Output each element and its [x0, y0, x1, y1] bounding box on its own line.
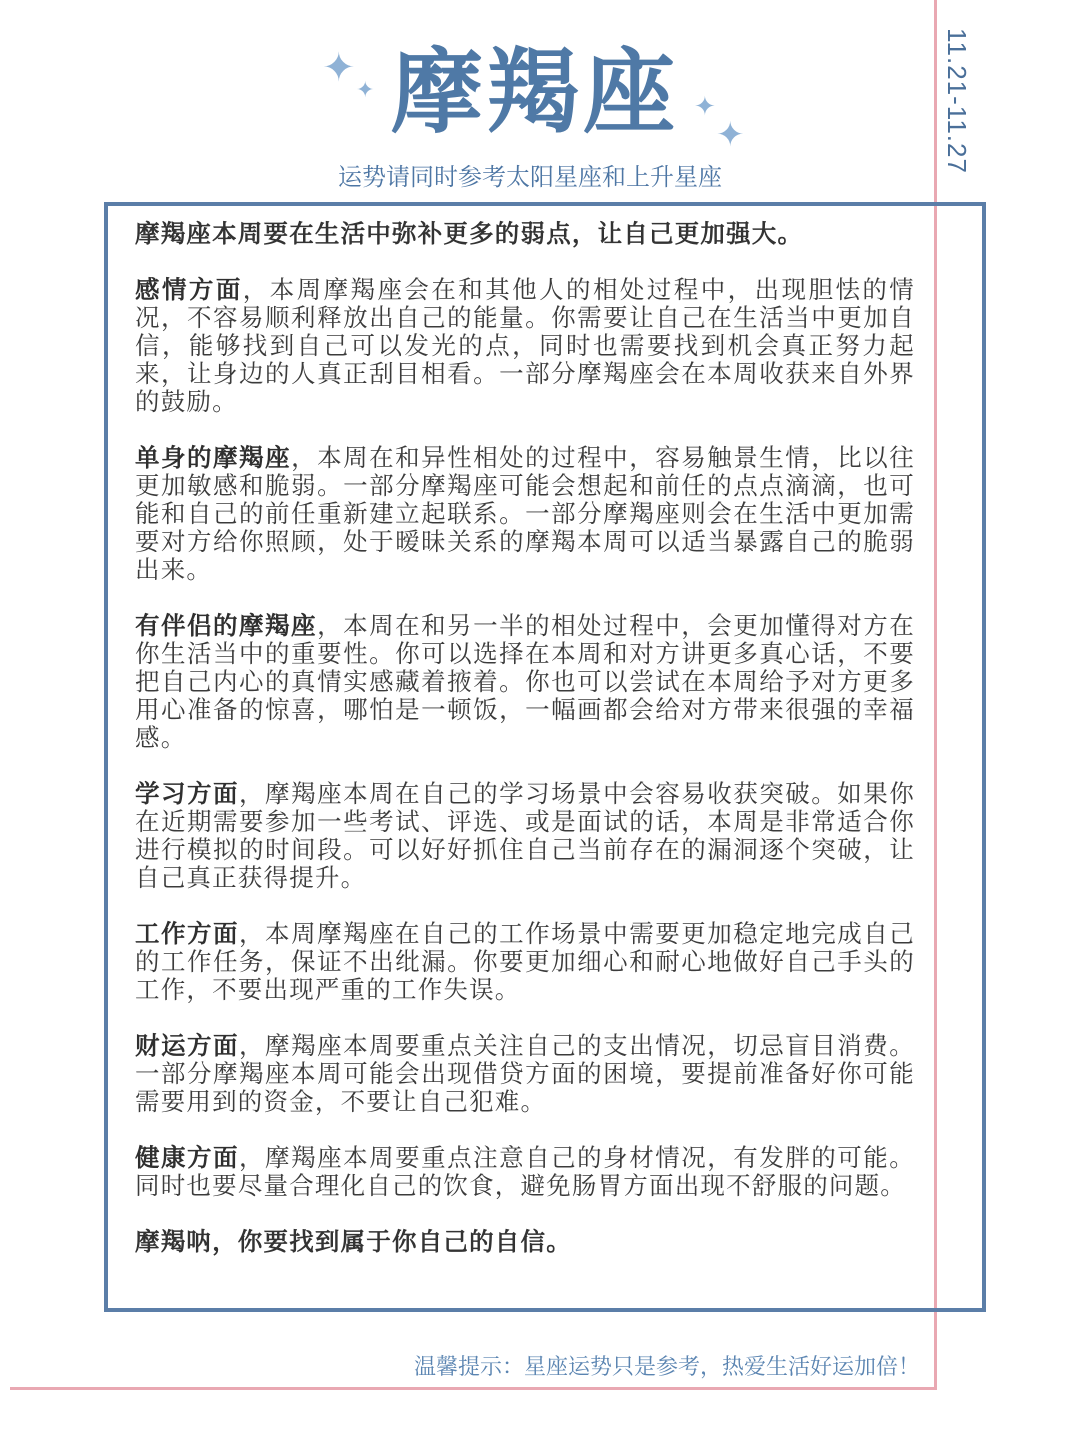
- section-body: ，摩羯座本周要重点注意自己的身材情况，有发胖的可能。同时也要尽量合理化自己的饮食，避免肠胃方面出现不舒服的问题。: [135, 1143, 915, 1200]
- sparkle-icon: ✦: [322, 45, 356, 91]
- section-wealth: [135, 1032, 915, 1116]
- section-heading: 健康方面: [135, 1143, 240, 1172]
- closing-line: 摩羯呐，你要找到属于你自己的自信。: [135, 1227, 572, 1256]
- section-heading: 有伴侣的摩羯座: [135, 611, 318, 640]
- section-heading: 感情方面: [135, 275, 243, 304]
- section-partnered: [135, 612, 915, 752]
- sparkle-icon: ✦: [716, 115, 745, 155]
- section-health: [135, 1144, 915, 1200]
- section-body: ，本周在和异性相处的过程中，容易触景生情，比以往更加敏感和脆弱。一部分摩羯座可能会想起和前任的点点滴滴，也可能和自己的前任重新建立起联系。一部分摩羯座则会在生活中更加需要对方给你照顾，处于暧昧关系的摩羯本周可以适当暴露自己的脆弱出来。: [135, 443, 915, 584]
- section-single: [135, 444, 915, 584]
- section-heading: 工作方面: [135, 919, 240, 948]
- sparkle-icon: ✦: [694, 92, 716, 122]
- section-heading: 财运方面: [135, 1031, 240, 1060]
- date-range: 11.21-11.27: [942, 28, 972, 174]
- section-heading: 单身的摩羯座: [135, 443, 292, 472]
- intro-paragraph: 摩羯座本周要在生活中弥补更多的弱点，让自己更加强大。: [135, 219, 804, 248]
- page-title: 摩羯座: [390, 39, 679, 146]
- horoscope-content: [135, 220, 915, 1284]
- section-love: [135, 276, 915, 416]
- section-work: [135, 920, 915, 1004]
- pink-horizontal-line: [10, 1387, 937, 1390]
- section-heading: 学习方面: [135, 779, 240, 808]
- section-body: ，本周摩羯座在自己的工作场景中需要更加稳定地完成自己的工作任务，保证不出纰漏。你要更加细心和耐心地做好自己手头的工作，不要出现严重的工作失误。: [135, 919, 915, 1004]
- sparkle-icon: ✦: [356, 78, 375, 103]
- section-body: ，摩羯座本周要重点关注自己的支出情况，切忌盲目消费。一部分摩羯座本周可能会出现借贷方面的困境，要提前准备好你可能需要用到的资金，不要让自己犯难。: [135, 1031, 915, 1116]
- section-body: ，摩羯座本周在自己的学习场景中会容易收获突破。如果你在近期需要参加一些考试、评选、或是面试的话，本周是非常适合你进行模拟的时间段。可以好好抓住自己当前存在的漏洞逐个突破，让自己真正获得提升。: [135, 779, 915, 892]
- page-subtitle: 运势请同时参考太阳星座和上升星座: [338, 163, 722, 191]
- section-study: [135, 780, 915, 892]
- section-body: ，本周在和另一半的相处过程中，会更加懂得对方在你生活当中的重要性。你可以选择在本周和对方讲更多真心话，不要把自己内心的真情实感藏着掖着。你也可以尝试在本周给予对方更多用心准备的惊喜，哪怕是一顿饭，一幅画都会给对方带来很强的幸福感。: [135, 611, 915, 752]
- section-body: ，本周摩羯座会在和其他人的相处过程中，出现胆怯的情况，不容易顺利释放出自己的能量。你需要让自己在生活当中更加自信，能够找到自己可以发光的点，同时也需要找到机会真正努力起来，让身边的人真正刮目相看。一部分摩羯座会在本周收获来自外界的鼓励。: [135, 275, 915, 416]
- footer-tip: 温馨提示：星座运势只是参考，热爱生活好运加倍！: [413, 1355, 920, 1380]
